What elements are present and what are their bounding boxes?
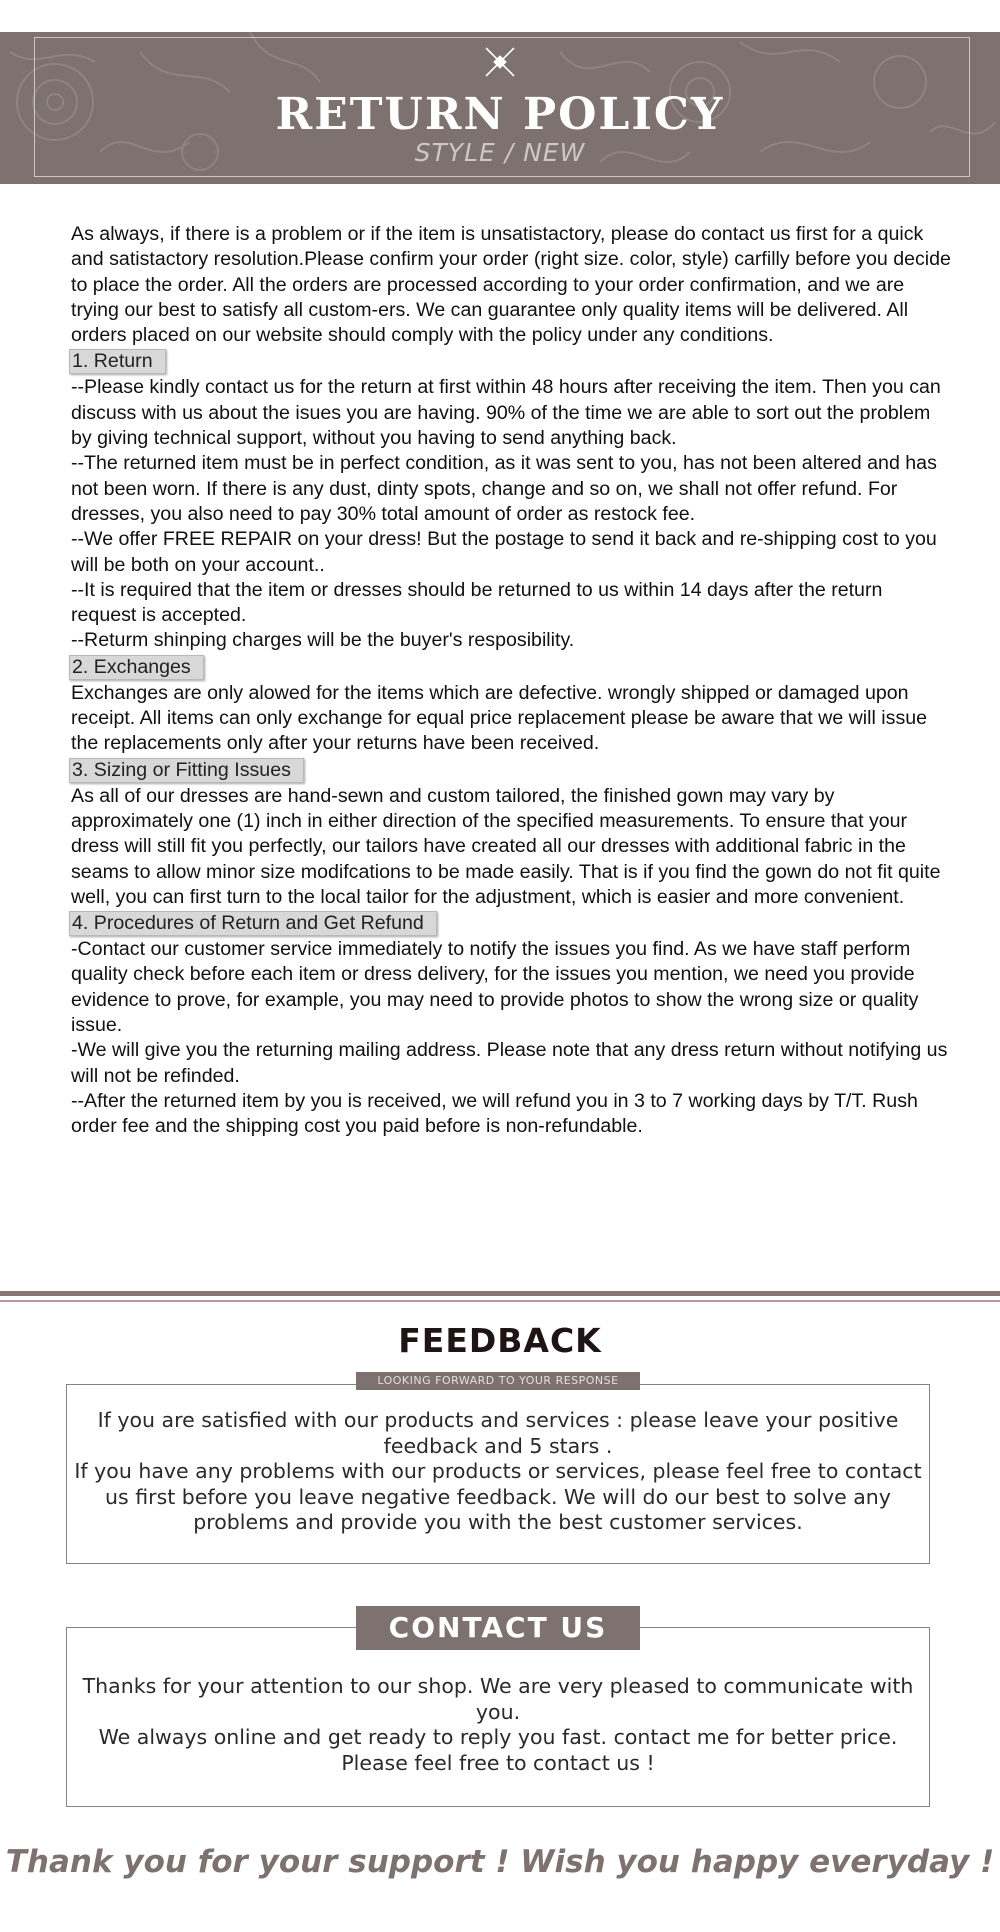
refund-paragraph: -Contact our customer service immediately to notify the issues you find. As we have staff perform quality check before each item or dress delivery, for the issues you mention, we need you provide evidence to prove, for example, you may need to provide photos to show the wrong size or quality issue. [71,938,919,1037]
refund-paragraph: -We will give you the returning mailing address. Please note that any dress return without notifying us will not be refinded. [71,1039,948,1087]
contact-title: CONTACT US [356,1606,640,1650]
policy-intro: As always, if there is a problem or if the item is unsatistactory, please do contact us first for a quick and satistactory resolution.Please confirm your order (right size. color, style) carfilly before you decide to place the order. All the orders are processed according to your order confirmation, and we are trying our best to satisfy all custom-ers. We can guarantee only quality items will be delivered. All orders placed on our website should comply with the policy under any conditions. [71,223,951,347]
feedback-line: If you are satisfied with our products and services : please leave your positive feedback and 5 stars . [97,1408,899,1458]
feedback-text [70,1408,926,1536]
section-heading-sizing: 3. Sizing or Fitting Issues [69,758,304,783]
thank-you-message: Thank you for your support ! Wish you happy everyday ! [5,1844,995,1880]
return-policy-banner [0,32,1000,184]
return-paragraph: --We offer FREE REPAIR on your dress! But the postage to send it back and re-shipping cost to you will be both on your account.. [71,528,937,576]
crossed-lines-diamond-icon [480,42,520,82]
section-divider-thin [0,1300,1000,1302]
page-subtitle: STYLE / NEW [414,138,586,167]
feedback-tagline: LOOKING FORWARD TO YOUR RESPONSE [356,1372,640,1390]
exchanges-paragraph: Exchanges are only alowed for the items which are defective. wrongly shipped or damaged upon receipt. All items can only exchange for equal price replacement please be aware that we will issue the replacements only after your returns have been received. [71,681,928,755]
return-paragraph: --The returned item must be in perfect condition, as it was sent to you, has not been altered and has not been worn. If there is any dust, dinty spots, change and so on, we shall not offer refund. For dresses, you also need to pay 30% total amount of order as restock fee. [71,452,937,525]
section-heading-return: 1. Return [69,349,166,374]
section-heading-exchanges: 2. Exchanges [69,655,204,680]
sizing-paragraph: As all of our dresses are hand-sewn and custom tailored, the finished gown may vary by approximately one (1) inch in either direction of the specified measurements. To ensure that your dress will still fit you perfectly, our tailors have created all our dresses with additional fabric in the seams to allow minor size modifcations to be made easily. That is if you find the gown do not fit quite well, you can first turn to the local tailor for the adjustment, which is easier and more convenient. [71,784,941,908]
return-paragraph: --Please kindly contact us for the return at first within 48 hours after receiving the item. Then you can discuss with us about the isues you are having. 90% of the time we are able to sort out the problem by giving technical support, without you having to send anything back. [71,376,941,450]
section-heading-refund: 4. Procedures of Return and Get Refund [69,911,437,936]
page-title: RETURN POLICY [275,89,725,140]
feedback-title: FEEDBACK [398,1321,602,1360]
section-divider [0,1291,1000,1296]
contact-text [70,1674,926,1776]
contact-line: Thanks for your attention to our shop. We are very pleased to communicate with you. [82,1674,914,1724]
feedback-line: If you have any problems with our products or services, please feel free to contact us first before you leave negative feedback. We will do our best to solve any problems and provide you with the best customer services. [74,1459,922,1534]
policy-body [71,222,951,1140]
contact-line: We always online and get ready to reply you fast. contact me for better price. Please feel free to contact us ! [98,1725,898,1775]
return-paragraph: --It is required that the item or dresses should be returned to us within 14 days after the return request is accepted. [71,578,883,627]
return-paragraph: --Returm shinping charges will be the buyer's resposibility. [71,629,575,652]
refund-paragraph: --After the returned item by you is received, we will refund you in 3 to 7 working days by T/T. Rush order fee and the shipping cost you paid before is non-refundable. [71,1089,918,1138]
